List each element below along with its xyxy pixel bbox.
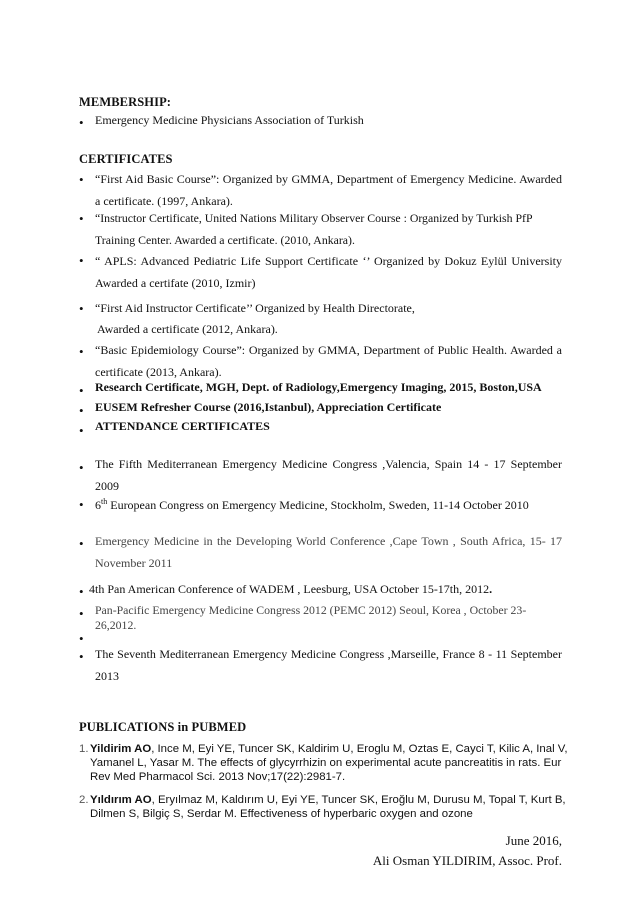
certificates-heading: CERTIFICATES (79, 152, 173, 166)
attendance-item: The Fifth Mediterranean Emergency Medicine Congress ,Valencia, Spain 14 - 17 September 2009 (95, 457, 562, 493)
certificate-item: “Instructor Certificate, United Nations Military Observer Course : Organized by Turkish PfP Training Center. Awarded a certificate. (2010, Ankara). (95, 211, 533, 247)
bullet: • (79, 172, 84, 187)
bullet: • (79, 403, 84, 418)
bullet: • (79, 344, 84, 359)
certificate-item: “Basic Epidemiology Course”: Organized by GMMA, Department of Public Health. Awarded a certificate (2013, Ankara). (95, 343, 562, 379)
certificate-item: “First Aid Basic Course”: Organized by GMMA, Department of Emergency Medicine. Awarded a certificate. (1997, Ankara). (95, 172, 562, 208)
publication-author: Yıldırım AO (90, 794, 152, 806)
attendance-text: European Congress on Emergency Medicine, Stockholm, Sweden, 11-14 October 2010 (107, 498, 529, 512)
signature-date: June 2016, (505, 833, 562, 848)
bullet: • (79, 460, 84, 475)
publication-item (90, 793, 570, 821)
certificate-item: “First Aid Instructor Certificate’’ Organized by Health Directorate, (95, 301, 415, 315)
ordinal-suffix: th (101, 497, 108, 506)
certificate-item: Research Certificate, MGH, Dept. of Radiology,Emergency Imaging, 2015, Boston,USA (95, 380, 542, 394)
certificate-item: “ APLS: Advanced Pediatric Life Support Certificate ‘’ Organized by Dokuz Eylül University Awarded a certifate (2010, Izmir) (95, 254, 562, 290)
attendance-item (95, 491, 562, 516)
signature-name: Ali Osman YILDIRIM, Assoc. Prof. (372, 853, 562, 868)
trailing-period: . (489, 582, 493, 596)
publication-text: , Ince M, Eyi YE, Tuncer SK, Kaldirim U, Eroglu M, Oztas E, Cayci T, Kilic A, Inal V, Yamanel L, Yasar M. The effects of glycyrrhizin on experimental acute pancreatitis in rats. Eur Rev Med Pharmacol Sci. 2013 Nov;17(22):2981-7. (90, 743, 568, 783)
certificate-item-cont: Awarded a certificate (2012, Ankara). (97, 322, 278, 336)
publication-author: Yildirim AO (90, 743, 152, 755)
attendance-item: Pan-Pacific Emergency Medicine Congress 2012 (PEMC 2012) Seoul, Korea , October 23-26,2012. (95, 603, 527, 632)
certificate-item: EUSEM Refresher Course (2016,Istanbul), Appreciation Certificate (95, 400, 442, 414)
publication-text: , Eryılmaz M, Kaldırım U, Eyi YE, Tuncer SK, Eroğlu M, Durusu M, Topal T, Kurt B, Dilmen S, Bilgiç S, Serdar M. Effectiveness of hyperbaric oxygen and ozone (90, 794, 566, 820)
bullet: • (79, 383, 84, 398)
bullet: • (79, 253, 84, 268)
publications-heading: PUBLICATIONS in PUBMED (79, 720, 247, 734)
publication-item (90, 742, 570, 784)
ordinal-number: 6 (95, 498, 101, 512)
attendance-item (89, 578, 559, 600)
bullet: • (79, 211, 84, 226)
bullet: • (79, 497, 84, 512)
bullet: • (79, 631, 84, 646)
membership-item: Emergency Medicine Physicians Association of Turkish (95, 113, 364, 127)
membership-heading: MEMBERSHIP: (79, 95, 172, 109)
bullet: • (79, 301, 84, 316)
attendance-item: Emergency Medicine in the Developing World Conference ,Cape Town , South Africa, 15- 17 November 2011 (95, 534, 562, 570)
bullet: • (79, 584, 84, 599)
attendance-heading: ATTENDANCE CERTIFICATES (95, 419, 270, 433)
publication-number: 1. (79, 743, 89, 755)
bullet: • (79, 606, 84, 621)
bullet: • (79, 649, 84, 664)
bullet: • (79, 423, 84, 438)
attendance-text: 4th Pan American Conference of WADEM , Leesburg, USA October 15-17th, 2012 (89, 582, 490, 596)
publication-number: 2. (79, 794, 89, 806)
bullet: • (79, 115, 84, 130)
attendance-item: The Seventh Mediterranean Emergency Medicine Congress ,Marseille, France 8 - 11 September 2013 (95, 647, 562, 683)
bullet: • (79, 536, 84, 551)
